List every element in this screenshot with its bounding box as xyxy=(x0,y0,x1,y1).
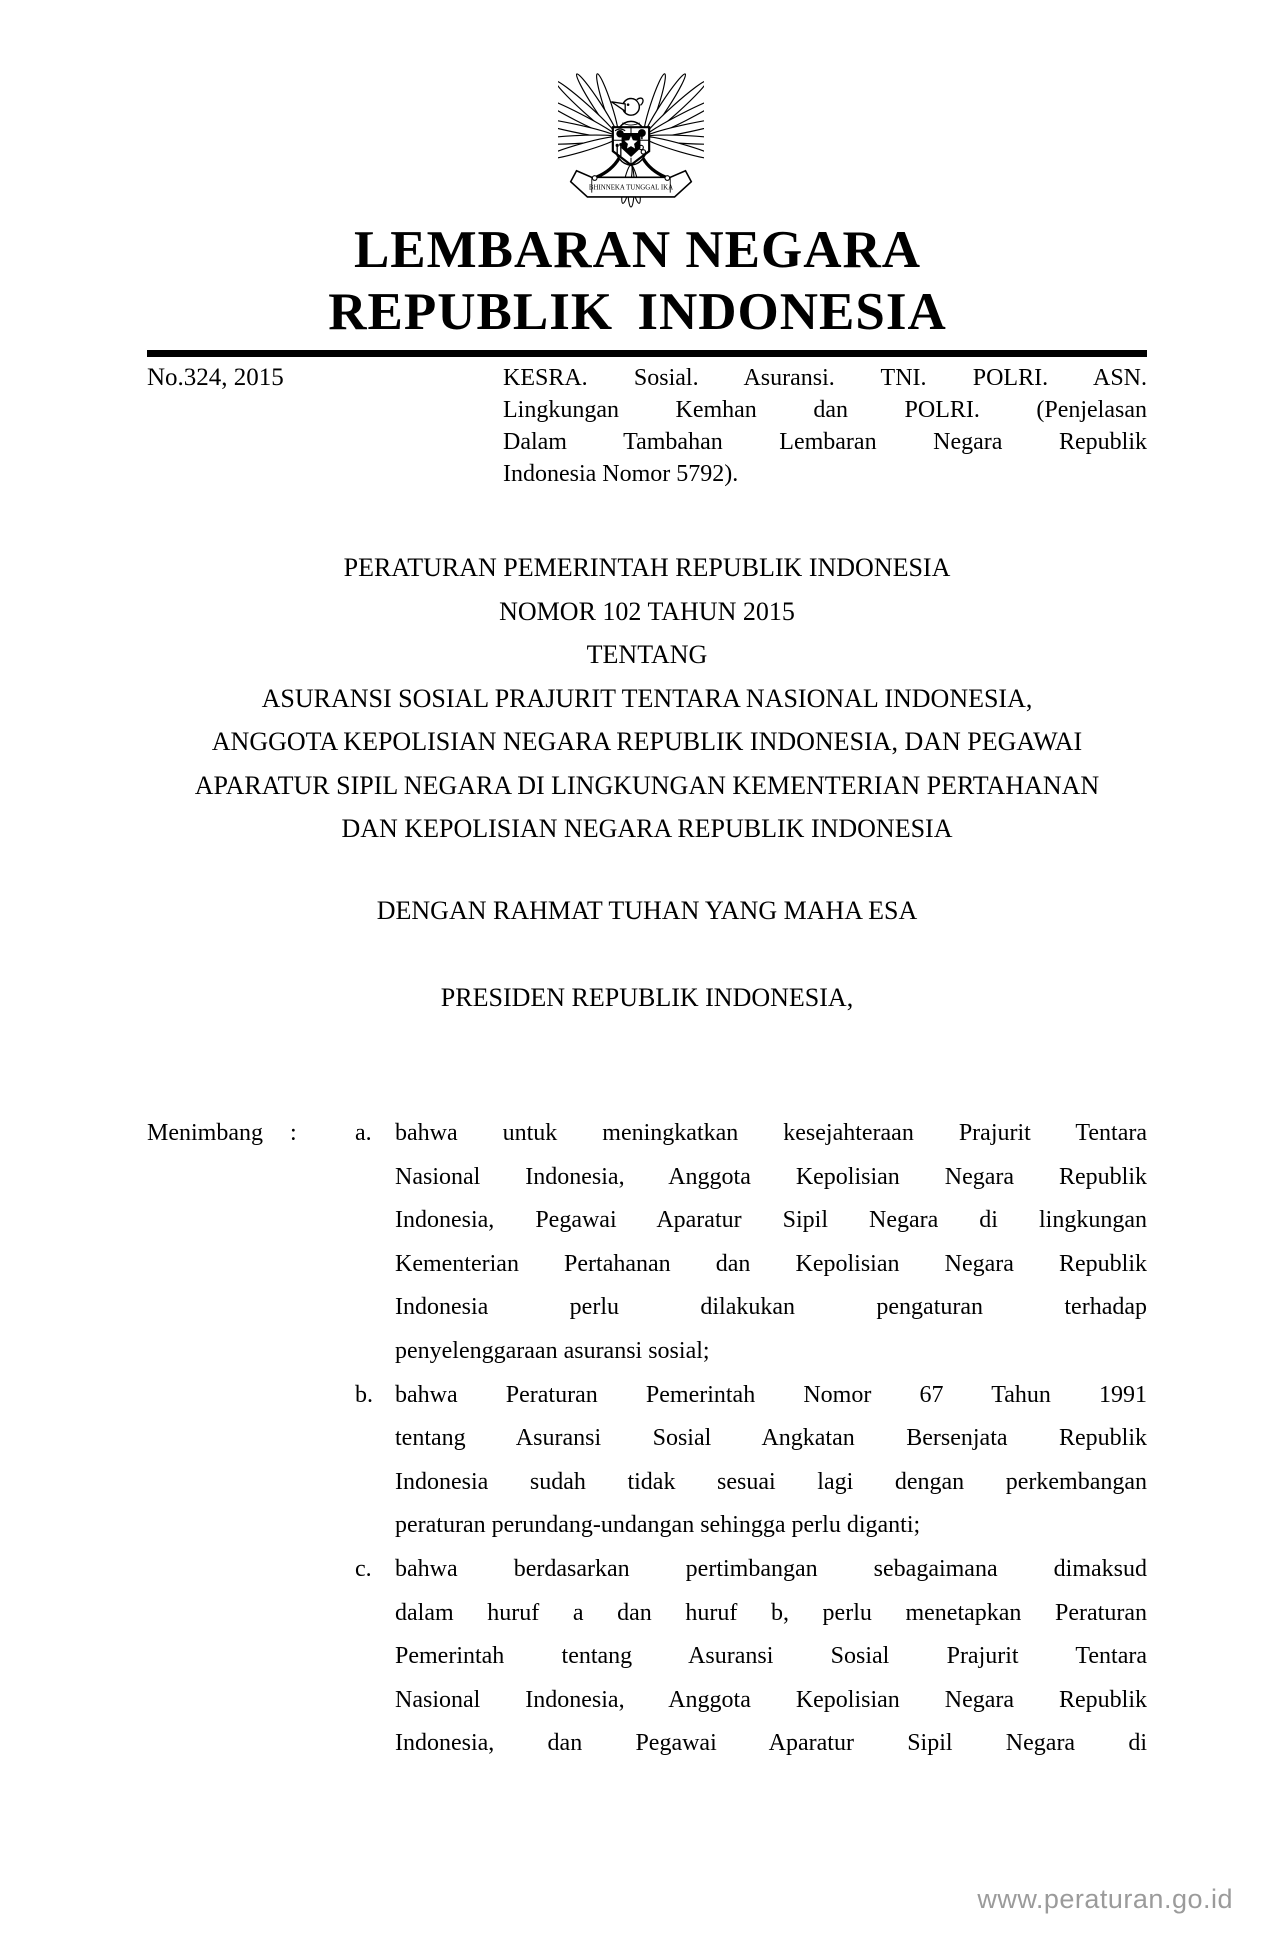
text-line: bahwa untuk meningkatkan kesejahteraan Prajurit Tentara xyxy=(395,1120,1147,1146)
text-line: Indonesia, dan Pegawai Aparatur Sipil Negara di xyxy=(395,1730,1147,1757)
item-marker: c. xyxy=(355,1555,372,1582)
text-line: Indonesia sudah tidak sesuai lagi dengan perkembangan xyxy=(395,1468,1147,1495)
garuda-pancasila-emblem-icon xyxy=(558,56,704,210)
regulation-heading xyxy=(147,546,1147,851)
regulation-title-line: DAN KEPOLISIAN NEGARA REPUBLIK INDONESIA xyxy=(341,814,953,843)
text-line: peraturan perundang-undangan sehingga perlu diganti; xyxy=(395,1512,921,1539)
authority-line: PRESIDEN REPUBLIK INDONESIA, xyxy=(440,983,854,1012)
text-line: Indonesia, Pegawai Aparatur Sipil Negara di lingkungan xyxy=(395,1207,1147,1234)
text-line: dalam huruf a dan huruf b, perlu menetapkan Peraturan xyxy=(395,1599,1147,1626)
motto-text: BHINNEKA TUNGGAL IKA xyxy=(588,184,674,192)
masthead-title-line1: LEMBARAN NEGARA xyxy=(353,221,922,279)
text-line: Nasional Indonesia, Anggota Kepolisian Negara Republik xyxy=(395,1163,1147,1190)
abstract-line: KESRA. Sosial. Asuransi. TNI. POLRI. ASN. xyxy=(503,365,1147,391)
abstract-line: Dalam Tambahan Lembaran Negara Republik xyxy=(503,429,1147,455)
considering-label: Menimbang xyxy=(147,1120,263,1146)
considering-item-b xyxy=(147,1374,1147,1548)
considering-separator: : xyxy=(290,1120,297,1146)
abstract-line: Indonesia Nomor 5792). xyxy=(503,461,739,487)
text-line: Indonesia perlu dilakukan pengaturan terhadap xyxy=(395,1294,1147,1321)
item-text xyxy=(395,1374,1147,1548)
masthead-info xyxy=(147,362,1147,490)
regulation-number: NOMOR 102 TAHUN 2015 xyxy=(499,596,795,626)
masthead-divider xyxy=(147,350,1147,357)
regulation-type: PERATURAN PEMERINTAH REPUBLIK INDONESIA xyxy=(343,553,951,582)
item-marker: a. xyxy=(355,1120,372,1146)
regulation-title-line: ASURANSI SOSIAL PRAJURIT TENTARA NASIONAL INDONESIA, xyxy=(261,683,1033,713)
text-line: bahwa Peraturan Pemerintah Nomor 67 Tahun 1991 xyxy=(395,1381,1147,1408)
text-line: penyelenggaraan asuransi sosial; xyxy=(395,1337,710,1364)
item-marker: b. xyxy=(355,1381,373,1408)
item-text xyxy=(395,1548,1147,1766)
subject-abstract xyxy=(503,362,1147,490)
masthead-title-line2: REPUBLIK INDONESIA xyxy=(328,283,947,341)
source-website-watermark: www.peraturan.go.id xyxy=(977,1884,1233,1914)
abstract-line: Lingkungan Kemhan dan POLRI. (Penjelasan xyxy=(503,397,1147,423)
considering-item-a xyxy=(147,1112,1147,1374)
text-line: Nasional Indonesia, Anggota Kepolisian Negara Republik xyxy=(395,1686,1147,1713)
regulation-title-line: APARATUR SIPIL NEGARA DI LINGKUNGAN KEMENTERIAN PERTAHANAN xyxy=(194,770,1100,800)
regulation-about: TENTANG xyxy=(586,640,708,669)
text-line: Kementerian Pertahanan dan Kepolisian Negara Republik xyxy=(395,1250,1147,1277)
item-text xyxy=(395,1112,1147,1374)
masthead-title xyxy=(0,219,1275,343)
text-line: tentang Asuransi Sosial Angkatan Bersenjata Republik xyxy=(395,1425,1147,1452)
text-line: bahwa berdasarkan pertimbangan sebagaimana dimaksud xyxy=(395,1555,1147,1582)
issue-number: No.324, 2015 xyxy=(147,364,284,391)
considering-section xyxy=(147,1112,1147,1766)
garuda-head xyxy=(611,98,643,115)
regulation-title-line: ANGGOTA KEPOLISIAN NEGARA REPUBLIK INDONESIA, DAN PEGAWAI xyxy=(211,727,1083,756)
text-line: Pemerintah tentang Asuransi Sosial Prajurit Tentara xyxy=(395,1643,1147,1670)
considering-item-c xyxy=(147,1548,1147,1766)
invocation-line: DENGAN RAHMAT TUHAN YANG MAHA ESA xyxy=(376,896,918,925)
